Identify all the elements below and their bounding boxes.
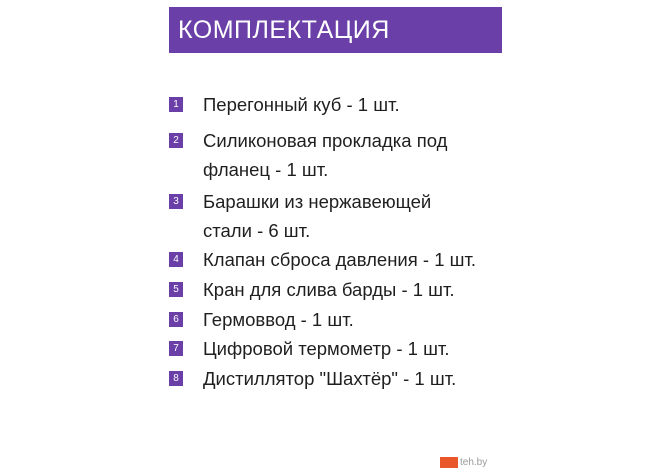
item-text: Гермоввод - 1 шт. [203, 309, 354, 330]
watermark-text: teh.by [460, 456, 488, 468]
item-text: Перегонный куб - 1 шт. [203, 94, 400, 115]
item-number-badge: 8 [169, 371, 183, 386]
item-text: Силиконовая прокладка под [203, 130, 448, 151]
watermark [440, 455, 487, 469]
item-text-continuation: фланец - 1 шт. [203, 159, 329, 180]
item-text-continuation: стали - 6 шт. [203, 220, 311, 241]
item-number-badge: 7 [169, 341, 183, 356]
item-number-badge: 2 [169, 133, 183, 148]
item-number-badge: 4 [169, 252, 183, 267]
item-text: Дистиллятор "Шахтёр" - 1 шт. [203, 368, 457, 389]
item-text: Кран для слива барды - 1 шт. [203, 279, 455, 300]
item-number-badge: 6 [169, 312, 183, 327]
item-number-badge: 5 [169, 282, 183, 297]
page-title: КОМПЛЕКТАЦИЯ [178, 15, 390, 44]
package-contents-list [169, 0, 529, 471]
item-number-badge: 3 [169, 194, 183, 209]
item-text: Цифровой термометр - 1 шт. [203, 338, 450, 359]
item-number-badge: 1 [169, 97, 183, 112]
watermark-logo-icon [440, 457, 458, 468]
item-text: Клапан сброса давления - 1 шт. [203, 249, 477, 270]
item-text: Барашки из нержавеющей [203, 191, 432, 212]
